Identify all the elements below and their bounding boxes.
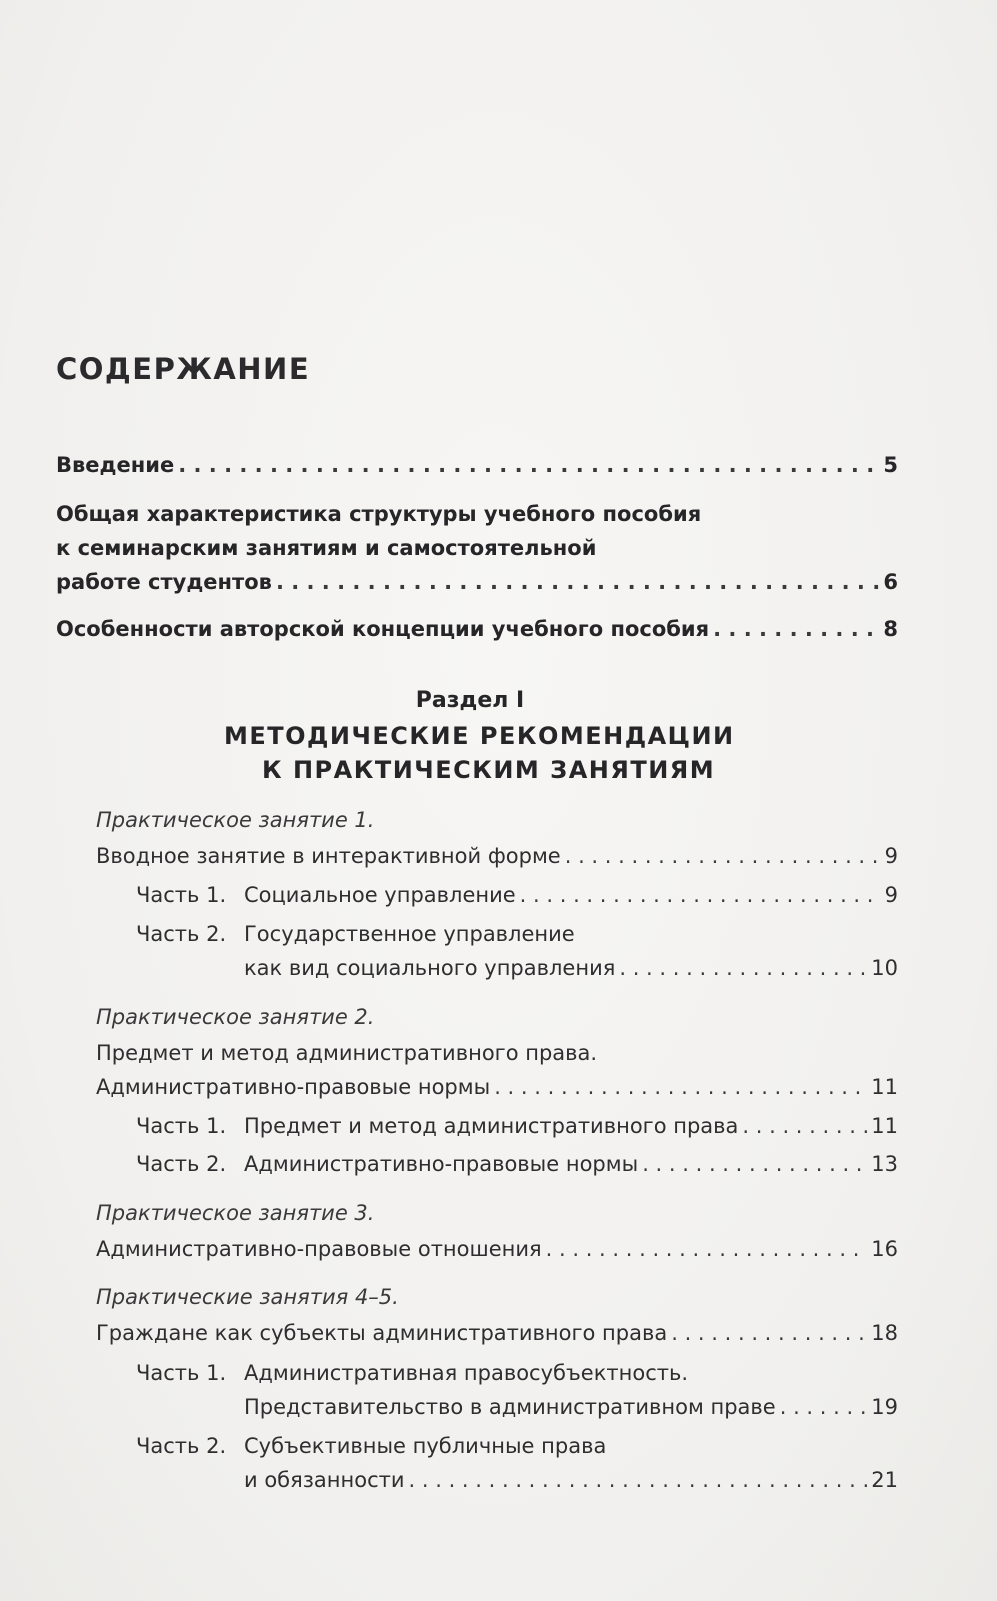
- toc-entry-text: Представительство в административном праве: [244, 1395, 776, 1419]
- toc-entry-part: [244, 1147, 898, 1181]
- toc-entry-part: [244, 1429, 898, 1497]
- dot-leader: [619, 951, 867, 985]
- toc-entry-text-line: Предмет и метод административного права.: [96, 1041, 598, 1065]
- section-title-line: МЕТОДИЧЕСКИЕ РЕКОМЕНДАЦИИ: [224, 722, 735, 750]
- page-number: 21: [871, 1468, 898, 1492]
- part-label: Часть 1.: [136, 883, 227, 907]
- toc-entry-text: Предмет и метод административного права: [244, 1114, 739, 1138]
- part-label: Часть 2.: [136, 1434, 227, 1458]
- lesson-label: Практическое занятие 1.: [96, 808, 375, 832]
- toc-entry-intro: [56, 448, 898, 482]
- part-label: Часть 1.: [136, 1361, 227, 1385]
- toc-entry-text: Административно-правовые отношения: [96, 1237, 542, 1261]
- toc-entry-lesson-4-5: [96, 1316, 898, 1350]
- page-number: 9: [884, 844, 898, 868]
- toc-entry-text-line: Административная правосубъектность.: [244, 1361, 689, 1385]
- toc-entry-part: [244, 1109, 898, 1143]
- section-label: Раздел I: [415, 688, 525, 713]
- toc-entry-text: Вводное занятие в интерактивной форме: [96, 844, 561, 868]
- page-number: 16: [871, 1237, 898, 1261]
- page-number: 6: [883, 570, 898, 594]
- page-number: 19: [871, 1395, 898, 1419]
- toc-entry-text: Административно-правовые нормы: [96, 1075, 491, 1099]
- part-label: Часть 1.: [136, 1114, 227, 1138]
- part-label: Часть 2.: [136, 1152, 227, 1176]
- dot-leader: [520, 878, 881, 912]
- toc-entry-text: Административно-правовые нормы: [244, 1152, 639, 1176]
- toc-entry-features: [56, 612, 898, 646]
- part-label: Часть 2.: [136, 922, 227, 946]
- toc-entry-text: Граждане как субъекты административного права: [96, 1321, 668, 1345]
- dot-leader: [671, 1316, 867, 1350]
- toc-entry-text: как вид социального управления: [244, 956, 616, 980]
- toc-entry-general: [56, 497, 898, 599]
- page-number: 13: [871, 1152, 898, 1176]
- dot-leader: [546, 1232, 868, 1266]
- toc-entry-text: Особенности авторской концепции учебного пособия: [56, 617, 710, 641]
- lesson-label: Практические занятия 4–5.: [96, 1285, 399, 1309]
- section-title-line: К ПРАКТИЧЕСКИМ ЗАНЯТИЯМ: [262, 756, 716, 784]
- dot-leader: [780, 1390, 868, 1424]
- toc-entry-text: работе студентов: [56, 570, 272, 594]
- toc-entry-lesson-1: [96, 839, 898, 873]
- toc-entry-text-line: Субъективные публичные права: [244, 1434, 607, 1458]
- toc-entry-text-line: Государственное управление: [244, 922, 575, 946]
- lesson-label: Практическое занятие 2.: [96, 1005, 375, 1029]
- dot-leader: [742, 1109, 867, 1143]
- dot-leader: [276, 565, 879, 599]
- toc-entry-text: Социальное управление: [244, 883, 516, 907]
- page-number: 18: [871, 1321, 898, 1345]
- dot-leader: [494, 1070, 867, 1104]
- dot-leader: [409, 1463, 868, 1497]
- page-number: 5: [883, 453, 898, 477]
- toc-entry-lesson-3: [96, 1232, 898, 1266]
- page-number: 8: [883, 617, 898, 641]
- page-title: СОДЕРЖАНИЕ: [56, 352, 311, 386]
- toc-entry-part: [244, 878, 898, 912]
- page-number: 11: [871, 1075, 898, 1099]
- toc-entry-text-line: Общая характеристика структуры учебного пособия: [56, 502, 702, 526]
- toc-entry-part: [244, 917, 898, 985]
- dot-leader: [178, 448, 879, 482]
- dot-leader: [713, 612, 879, 646]
- page-number: 11: [871, 1114, 898, 1138]
- toc-entry-text: Введение: [56, 453, 175, 477]
- toc-entry-text-line: к семинарским занятиям и самостоятельной: [56, 536, 597, 560]
- toc-entry-lesson-2: [96, 1036, 898, 1104]
- page-number: 9: [884, 883, 898, 907]
- lesson-label: Практическое занятие 3.: [96, 1201, 375, 1225]
- page-number: 10: [871, 956, 898, 980]
- dot-leader: [565, 839, 881, 873]
- dot-leader: [642, 1147, 867, 1181]
- toc-entry-text: и обязанности: [244, 1468, 405, 1492]
- toc-entry-part: [244, 1356, 898, 1424]
